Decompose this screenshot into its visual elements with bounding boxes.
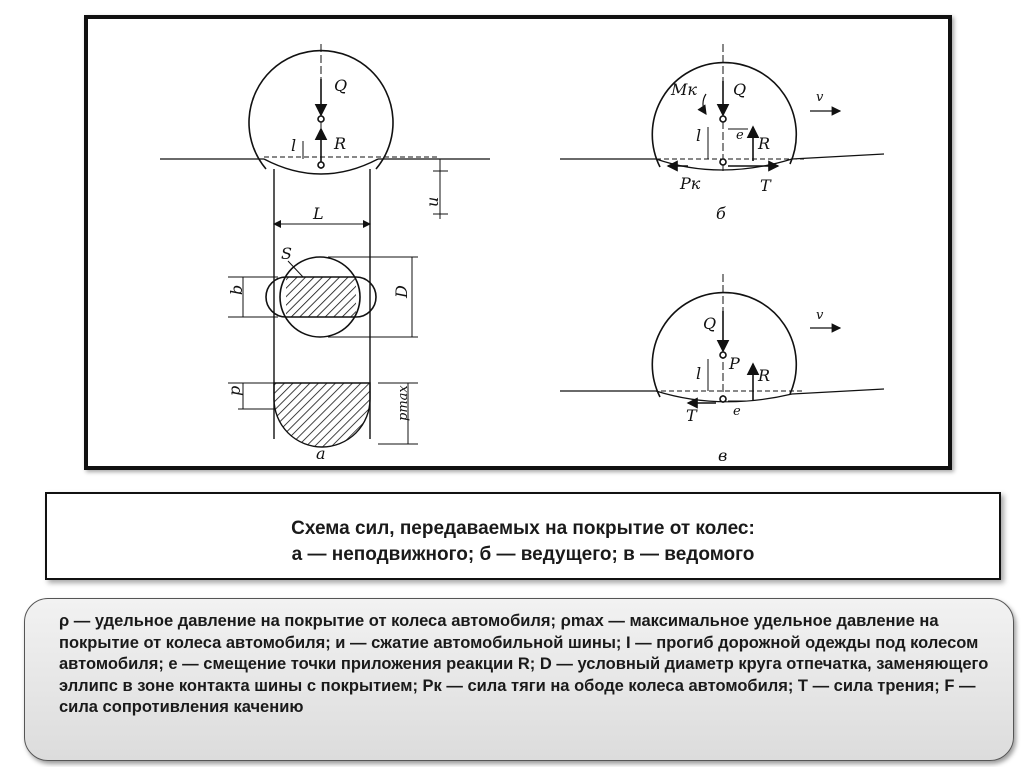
panel-b-labels [670,80,824,223]
caption-line-1: Схема сил, передаваемых на покрытие от колес: [291,518,755,539]
label-c-R: R [758,366,771,385]
label-c-Q: Q [703,314,717,333]
label-b-Mk: Mк [671,80,697,99]
label-b-T: T [760,176,771,195]
label-b-v: v [816,90,824,105]
label-c-panel: в [718,446,728,465]
label-b-panel: б [716,204,726,223]
pressure-diagram [274,383,370,447]
label-a-S: S [281,244,292,263]
figure-frame [84,15,952,470]
label-b-R: R [758,134,771,153]
label-b-e: e [736,128,744,143]
force-diagram [88,19,948,466]
label-c-e: e [733,404,741,419]
panel-c [560,274,884,403]
label-c-v: v [816,308,824,323]
legend-text: ρ — удельное давление на покрытие от колеса автомобиля; ρmax — максимальное удельное давление на покрытие от колеса автомобиля; и — сжатие автомобильной шины; I — прогиб дорожной одежды под колесом автомобиля; е — смещение точки приложения реакции R; D — условный диаметр круга отпечатка, заменяющего эллипс в зоне контакта шины с покрытием; Pк — сила тяги на ободе колеса автомобиля; Т — сила трения; F — сила сопротивления качению [59,612,989,716]
label-a-p: p [225,385,244,396]
label-c-P: P [729,354,740,373]
label-a-Q: Q [334,76,348,95]
label-a-D: D [392,285,411,298]
label-b-Q: Q [733,80,747,99]
label-b-l: l [696,126,702,145]
wheel-c [652,293,796,397]
caption-line-2: а — неподвижного; б — ведущего; в — ведомого [291,544,755,565]
label-a-u: u [423,196,442,207]
wheel-b [652,63,796,167]
label-c-T: T [686,406,697,425]
panel-c-labels [686,308,824,465]
panel-b [560,44,884,171]
caption-box [45,492,1001,580]
label-a-b: b [227,284,246,295]
label-a-panel: а [316,444,326,463]
label-a-l: l [291,136,297,155]
label-a-pmax: pmax [396,385,411,421]
label-a-R: R [334,134,347,153]
label-c-l: l [696,364,702,383]
panel-a [160,44,490,447]
label-b-Pk: Pк [680,174,701,193]
label-a-L: L [313,204,324,223]
legend-box [24,598,1014,761]
